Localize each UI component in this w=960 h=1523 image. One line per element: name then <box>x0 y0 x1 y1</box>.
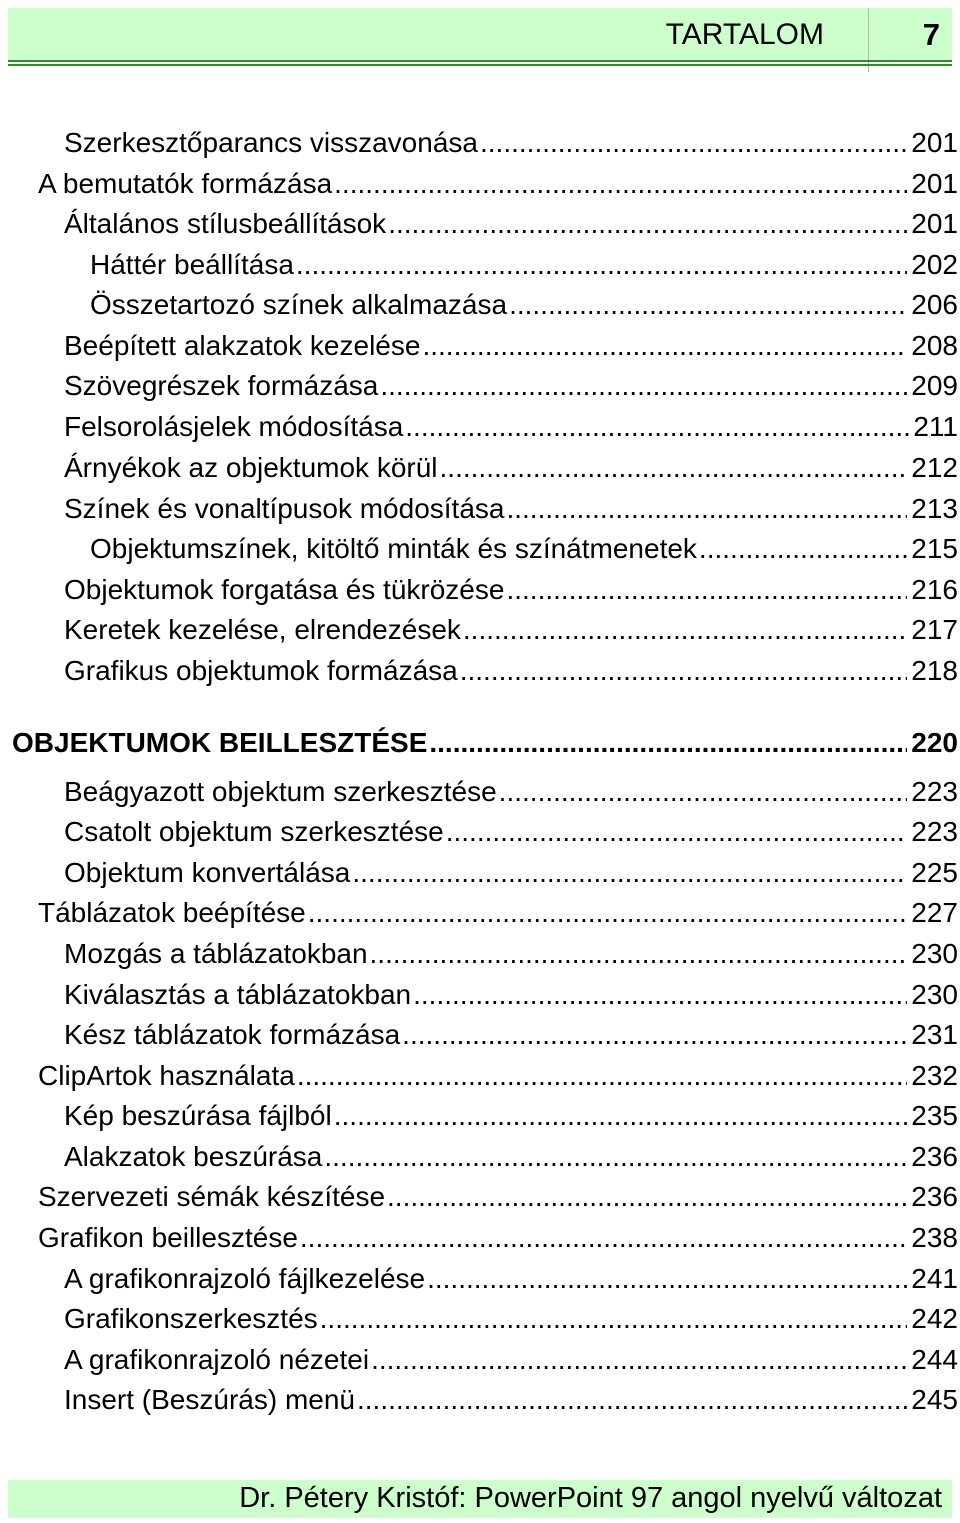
toc-entry-page: 236 <box>911 1181 958 1212</box>
dot-leader <box>388 207 907 241</box>
dot-leader <box>352 856 907 890</box>
toc-entry[interactable] <box>38 896 958 930</box>
toc-entry[interactable] <box>64 1262 958 1296</box>
header-page-number: 7 <box>922 17 940 52</box>
toc-entry-title: Beépített alakzatok kezelése <box>64 330 421 361</box>
toc-entry-page: 232 <box>911 1060 958 1091</box>
toc-entry-title: Árnyékok az objektumok körül <box>64 452 438 483</box>
toc-entry-title: Grafikon beillesztése <box>38 1222 298 1253</box>
toc-entry[interactable] <box>64 1343 958 1377</box>
header-divider <box>868 8 869 72</box>
dot-leader <box>297 1059 907 1093</box>
footer-text: Dr. Pétery Kristóf: PowerPoint 97 angol nyelvű változat <box>239 1482 942 1514</box>
toc-entry-page: 241 <box>911 1263 958 1294</box>
toc-entry-page: 211 <box>913 411 958 442</box>
toc-entry-title: Objektumszínek, kitöltő minták és színátmenetek <box>90 533 697 564</box>
dot-leader <box>509 288 907 322</box>
dot-leader <box>506 573 907 607</box>
toc-entry-title: Csatolt objektum szerkesztése <box>64 816 444 847</box>
toc-entry-title: Kiválasztás a táblázatokban <box>64 979 412 1010</box>
toc-entry-title: Objektumok forgatása és tükrözése <box>64 574 505 605</box>
toc-entry[interactable] <box>38 1180 958 1214</box>
dot-leader <box>427 1262 907 1296</box>
dot-leader <box>440 451 908 485</box>
toc-entry-page: 244 <box>911 1344 958 1375</box>
toc-entry[interactable] <box>64 207 958 241</box>
toc-entry-page: 236 <box>911 1141 958 1172</box>
toc-entry[interactable] <box>64 1018 958 1052</box>
dot-leader <box>402 1018 907 1052</box>
dot-leader <box>446 815 908 849</box>
dot-leader <box>422 329 907 363</box>
toc-entry[interactable] <box>64 492 958 526</box>
toc-entry-title: A grafikonrajzoló fájlkezelése <box>64 1263 426 1294</box>
toc-entry-title: Kép beszúrása fájlból <box>64 1100 332 1131</box>
toc-entry[interactable] <box>38 1221 958 1255</box>
dot-leader <box>499 775 908 809</box>
toc-entry-title: Mozgás a táblázatokban <box>64 938 368 969</box>
toc-entry[interactable] <box>64 329 958 363</box>
toc-entry[interactable] <box>64 815 958 849</box>
toc-entry-page: 230 <box>911 938 958 969</box>
dot-leader <box>506 492 907 526</box>
page-header <box>8 8 952 60</box>
dot-leader <box>380 369 907 403</box>
toc-entry-page: 223 <box>911 776 958 807</box>
toc-entry-page: 220 <box>911 727 958 758</box>
toc-entry[interactable] <box>64 451 958 485</box>
dot-leader <box>370 937 908 971</box>
header-rule <box>8 64 952 66</box>
toc-entry-title: A grafikonrajzoló nézetei <box>64 1344 370 1375</box>
toc-entry-title: Objektum konvertálása <box>64 857 351 888</box>
toc-entry[interactable] <box>64 1302 958 1336</box>
toc-entry-page: 215 <box>911 533 958 564</box>
toc-entry-title: Insert (Beszúrás) menü <box>64 1384 355 1415</box>
toc-entry-title: Összetartozó színek alkalmazása <box>90 289 508 320</box>
toc-entry-page: 242 <box>911 1303 958 1334</box>
toc-entry-page: 218 <box>911 655 958 686</box>
toc-entry-page: 231 <box>911 1019 958 1050</box>
dot-leader <box>463 613 907 647</box>
dot-leader <box>334 1099 908 1133</box>
toc-entry-page: 217 <box>911 614 958 645</box>
dot-leader <box>371 1343 907 1377</box>
toc-entry-title: Kész táblázatok formázása <box>64 1019 401 1050</box>
toc-entry-title: ClipArtok használata <box>38 1060 295 1091</box>
toc-entry[interactable] <box>64 654 958 688</box>
dot-leader <box>460 654 908 688</box>
dot-leader <box>300 1221 907 1255</box>
header-rule <box>8 60 952 62</box>
dot-leader <box>324 1140 907 1174</box>
dot-leader <box>334 167 907 201</box>
toc-entry[interactable] <box>64 1140 958 1174</box>
toc-entry[interactable] <box>64 126 958 160</box>
toc-entry-page: 216 <box>911 574 958 605</box>
toc-entry[interactable] <box>38 1059 958 1093</box>
toc-entry-page: 225 <box>911 857 958 888</box>
toc-entry-page: 235 <box>911 1100 958 1131</box>
dot-leader <box>429 726 907 760</box>
dot-leader <box>387 1180 907 1214</box>
toc-entry-title: Szerkesztőparancs visszavonása <box>64 127 478 158</box>
toc-entry-title: Szövegrészek formázása <box>64 370 379 401</box>
dot-leader <box>308 896 908 930</box>
dot-leader <box>296 248 907 282</box>
toc-entry[interactable] <box>12 726 958 760</box>
toc-entry[interactable] <box>38 167 958 201</box>
toc-entry-title: Beágyazott objektum szerkesztése <box>64 776 497 807</box>
toc-entry-page: 202 <box>911 249 958 280</box>
toc-entry-page: 227 <box>911 897 958 928</box>
toc-entry[interactable] <box>90 532 958 566</box>
toc-entry-page: 206 <box>911 289 958 320</box>
toc-entry-page: 212 <box>911 452 958 483</box>
toc-entry-title: Általános stílusbeállítások <box>64 208 387 239</box>
toc-entry-title: Grafikus objektumok formázása <box>64 655 458 686</box>
toc-entry[interactable] <box>64 369 958 403</box>
toc-entry-title: Grafikonszerkesztés <box>64 1303 318 1334</box>
toc-entry-title: Alakzatok beszúrása <box>64 1141 323 1172</box>
toc-entry-title: Színek és vonaltípusok módosítása <box>64 493 505 524</box>
toc-entry[interactable] <box>64 937 958 971</box>
toc-entry-page: 213 <box>911 493 958 524</box>
toc-entry-page: 238 <box>911 1222 958 1253</box>
page-footer <box>8 1480 952 1518</box>
toc-entry[interactable] <box>64 775 958 809</box>
toc-entry[interactable] <box>90 248 958 282</box>
toc-entry[interactable] <box>64 613 958 647</box>
toc-entry[interactable] <box>90 288 958 322</box>
toc-entry[interactable] <box>64 410 958 444</box>
dot-leader <box>480 126 907 160</box>
toc-entry-page: 201 <box>911 127 958 158</box>
toc-entry-page: 245 <box>911 1384 958 1415</box>
toc-entry-page: 230 <box>911 979 958 1010</box>
toc-entry-title: Szervezeti sémák készítése <box>38 1181 386 1212</box>
header-title: TARTALOM <box>665 18 824 51</box>
toc-entry[interactable] <box>64 1383 958 1417</box>
toc-entry[interactable] <box>64 978 958 1012</box>
toc-entry[interactable] <box>64 573 958 607</box>
toc-entry-page: 223 <box>911 816 958 847</box>
toc-entry-title: OBJEKTUMOK BEILLESZTÉSE <box>12 727 428 758</box>
dot-leader <box>699 532 907 566</box>
dot-leader <box>357 1383 907 1417</box>
toc-entry-page: 201 <box>911 208 958 239</box>
toc-entry-title: A bemutatók formázása <box>38 168 333 199</box>
toc-entry-page: 201 <box>911 168 958 199</box>
toc-entry-title: Keretek kezelése, elrendezések <box>64 614 461 645</box>
toc-entry-title: Táblázatok beépítése <box>38 897 306 928</box>
toc-entry-page: 208 <box>911 330 958 361</box>
dot-leader <box>413 978 907 1012</box>
dot-leader <box>320 1302 908 1336</box>
toc-entry[interactable] <box>64 1099 958 1133</box>
toc-entry-title: Háttér beállítása <box>90 249 294 280</box>
toc-entry-title: Felsorolásjelek módosítása <box>64 411 404 442</box>
toc-entry[interactable] <box>64 856 958 890</box>
dot-leader <box>405 410 909 444</box>
toc-entry-page: 209 <box>911 370 958 401</box>
